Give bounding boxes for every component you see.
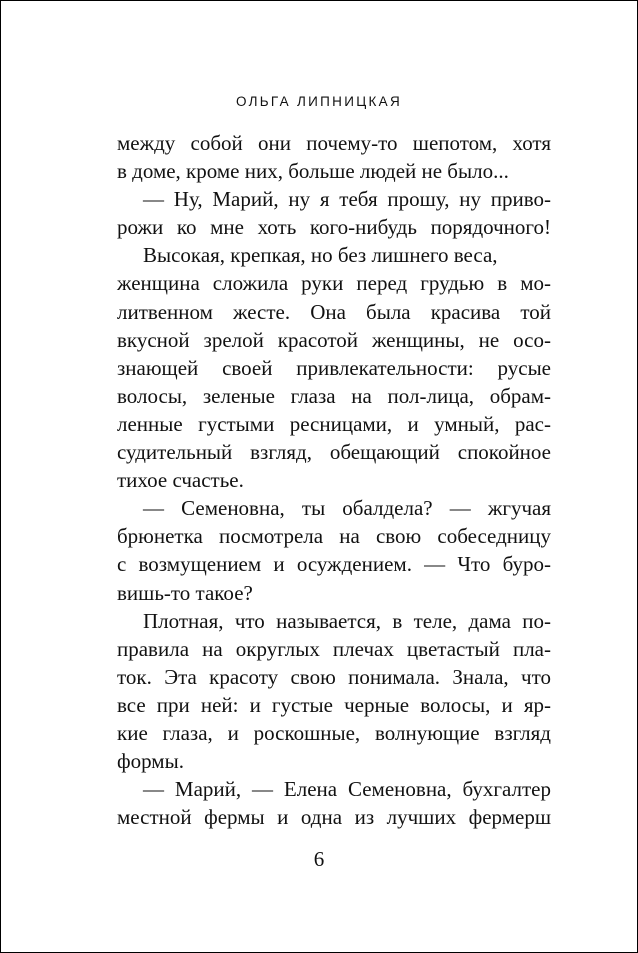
text-line: — Ну, Марий, ну я тебя прошу, ну приво- <box>143 187 551 212</box>
text-line: Плотная, что называется, в теле, дама по- <box>143 608 551 633</box>
text-line: ток. Эта красоту свою понимала. Знала, что <box>117 664 551 689</box>
text-line: вкусной зрелой красотой женщины, не осо- <box>117 327 551 352</box>
running-header: ОЛЬГА ЛИПНИЦКАЯ <box>235 94 403 109</box>
text-line: женщина сложила руки перед грудью в мо- <box>117 271 551 296</box>
text-line: формы. <box>117 749 184 774</box>
text-line: ленные густыми ресницами, и умный, рас- <box>117 411 551 436</box>
page-number: 6 <box>313 847 325 871</box>
text-line: знающей своей привлекательности: русые <box>117 355 551 380</box>
text-line: литвенном жесте. Она была красива той <box>117 299 551 324</box>
text-line: волосы, зеленые глаза на пол-лица, обрам- <box>117 383 551 408</box>
text-line: тихое счастье. <box>117 468 244 493</box>
text-line: вишь-то такое? <box>117 580 253 605</box>
text-line: все при ней: и густые черные волосы, и яр- <box>117 692 551 717</box>
text-line: — Марий, — Елена Семеновна, бухгалтер <box>143 777 551 802</box>
text-line: правила на округлых плечах цветастый пла- <box>117 636 551 661</box>
text-line: между собой они почему-то шепотом, хотя <box>117 131 551 155</box>
text-line: рожи ко мне хоть кого-нибудь порядочного! <box>117 215 551 240</box>
text-line: кие глаза, и роскошные, волнующие взгляд <box>117 720 551 745</box>
text-line: судительный взгляд, обещающий спокойное <box>117 440 551 465</box>
text-line: — Семеновна, ты обалдела? — жгучая <box>143 496 551 521</box>
text-line: местной фермы и одна из лучших фермерш <box>117 805 551 830</box>
text-line: в доме, кроме них, больше людей не было... <box>117 159 509 184</box>
body-text <box>117 129 551 831</box>
text-line: брюнетка посмотрела на свою собеседницу <box>117 524 551 549</box>
text-line: Высокая, крепкая, но без лишнего веса, <box>143 243 498 268</box>
text-line: с возмущением и осуждением. — Что буро- <box>117 552 551 577</box>
